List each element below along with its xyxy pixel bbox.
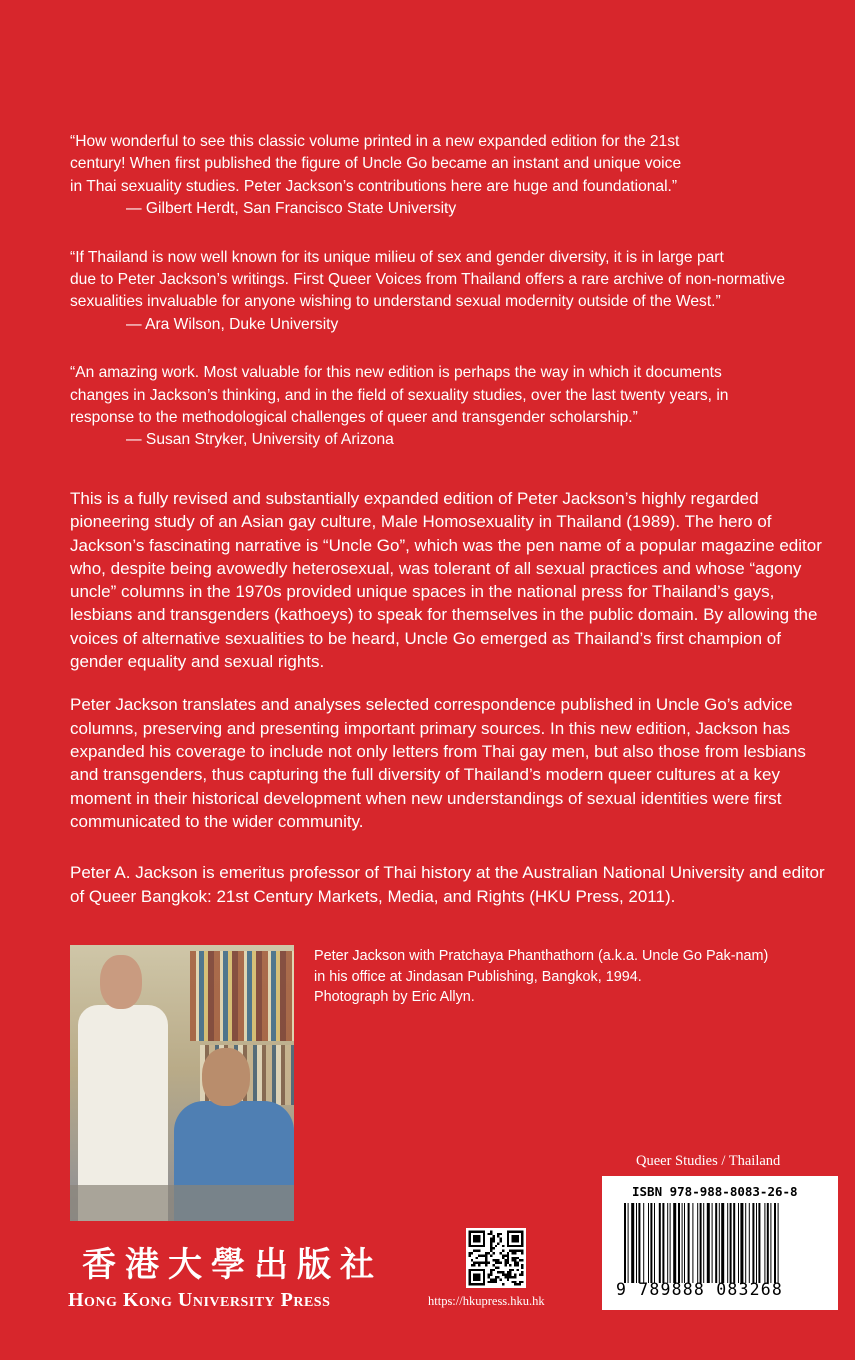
qr-module: [514, 1283, 516, 1285]
qr-module: [490, 1238, 492, 1240]
qr-module: [490, 1233, 492, 1235]
barcode-bar: [684, 1203, 685, 1283]
qr-module: [502, 1254, 504, 1256]
qr-module: [514, 1259, 516, 1261]
qr-module: [485, 1252, 487, 1254]
qr-module: [514, 1252, 516, 1254]
qr-module: [492, 1252, 494, 1254]
qr-module: [502, 1257, 504, 1259]
book-description: [70, 487, 830, 853]
qr-module: [512, 1235, 519, 1242]
qr-module: [509, 1269, 511, 1271]
quote-line: in Thai sexuality studies. Peter Jackson’s contributions here are huge and foundational.”: [70, 177, 678, 195]
qr-module: [497, 1262, 499, 1264]
qr-module: [492, 1235, 494, 1237]
quote-line: response to the methodological challenges of queer and transgender scholarship.”: [70, 409, 638, 427]
qr-module: [485, 1259, 487, 1261]
qr-module: [478, 1250, 480, 1252]
qr-module: [507, 1274, 509, 1276]
barcode-bar: [673, 1203, 676, 1283]
qr-module: [504, 1264, 506, 1266]
qr-module: [500, 1271, 502, 1273]
endorsement-wilson: [70, 247, 830, 337]
qr-module: [509, 1264, 511, 1266]
qr-module: [507, 1271, 509, 1273]
qr-module: [483, 1254, 485, 1256]
desk-shape: [70, 1185, 294, 1221]
qr-module: [502, 1274, 504, 1276]
barcode-bar: [688, 1203, 690, 1283]
qr-module: [468, 1252, 470, 1254]
qr-module: [509, 1276, 511, 1278]
barcode-bar: [648, 1203, 649, 1283]
publisher-url: https://hkupress.hku.hk: [428, 1294, 545, 1308]
barcode-bar: [643, 1203, 644, 1283]
barcode-bar: [758, 1203, 760, 1283]
barcode-bar: [628, 1203, 629, 1283]
barcode-bar: [682, 1203, 683, 1283]
qr-module: [468, 1283, 485, 1285]
qr-module: [507, 1230, 509, 1247]
qr-module: [490, 1247, 492, 1249]
qr-module: [490, 1269, 492, 1271]
qr-module: [521, 1250, 523, 1252]
qr-module: [492, 1259, 494, 1261]
qr-module: [492, 1240, 494, 1242]
qr-module: [521, 1230, 523, 1247]
qr-module: [490, 1281, 492, 1283]
barcode-bar: [756, 1203, 757, 1283]
qr-module: [519, 1259, 521, 1261]
qr-module: [507, 1276, 509, 1278]
qr-module: [485, 1264, 487, 1266]
barcode-bar: [733, 1203, 735, 1283]
endorsement-herdt: [70, 131, 830, 221]
qr-module: [497, 1259, 499, 1261]
barcode-bar: [740, 1203, 743, 1283]
barcode-bar: [738, 1203, 739, 1283]
qr-module: [490, 1230, 492, 1232]
description-paragraph: This is a fully revised and substantially expanded edition of Peter Jackson’s highly regarded pioneering study of an Asian gay culture, Male Homosexuality in Thailand (1989). The hero of Jackson’s fascinating narrative is “Uncle Go”, which was the pen name of a popular magazine editor who, despite being avowedly heterosexual, was tolerant of all sexual practices and whose “agony uncle” columns in the 1970s provided unique spaces in the national press for Thailand’s gays, lesbians and transgenders (kathoeys) to speak for themselves in the public domain. By allowing the voices of alternative sexualities to be heard, Uncle Go emerged as Thailand’s first champion of gender equality and sexual rights.: [70, 489, 822, 672]
qr-module: [519, 1283, 521, 1285]
qr-module: [473, 1264, 475, 1266]
qr-module: [495, 1266, 497, 1268]
quote-line: “If Thailand is now well known for its unique milieu of sex and gender diversity, it is in large part: [70, 248, 724, 266]
qr-module: [497, 1242, 499, 1244]
barcode-bar: [667, 1203, 668, 1283]
qr-module: [495, 1259, 497, 1261]
qr-module: [488, 1252, 490, 1254]
qr-module: [492, 1247, 494, 1249]
barcode-bar: [778, 1203, 779, 1283]
quote-line: changes in Jackson’s thinking, and in the field of sexuality studies, over the last twenty years, in: [70, 386, 729, 404]
qr-module: [468, 1254, 470, 1256]
author-bio: Peter A. Jackson is emeritus professor of Thai history at the Australian National University and editor of Queer Bangkok: 21st Century Markets, Media, and Rights (HKU Press, 2011).: [70, 863, 825, 906]
qr-module: [507, 1230, 524, 1232]
barcode-bar: [659, 1203, 661, 1283]
qr-module: [497, 1233, 499, 1235]
barcode-bar: [745, 1203, 746, 1283]
qr-module: [500, 1262, 502, 1264]
qr-module: [507, 1245, 524, 1247]
qr-module: [516, 1269, 518, 1271]
qr-module: [490, 1274, 492, 1276]
qr-module: [507, 1257, 509, 1259]
qr-module: [480, 1254, 482, 1256]
qr-module: [502, 1271, 504, 1273]
qr-module: [471, 1264, 473, 1266]
qr-module: [488, 1276, 490, 1278]
qr-module: [490, 1245, 492, 1247]
description-paragraph: Peter Jackson translates and analyses selected correspondence published in Uncle Go’s advice columns, preserving and presenting important primary sources. In this new edition, Jackson has expanded his coverage to include not only letters from Thai gay men, but also those from lesbians and transgenders, thus capturing the full diversity of Thailand’s modern queer cultures at a key moment in their historical development when new understandings of sexual identities were first communicated to the wider community.: [70, 695, 806, 831]
qr-module: [497, 1266, 499, 1268]
qr-module: [490, 1271, 492, 1273]
qr-module: [468, 1230, 470, 1247]
qr-module: [500, 1252, 502, 1254]
qr-module: [507, 1254, 509, 1256]
qr-module: [502, 1283, 504, 1285]
qr-module: [476, 1257, 478, 1259]
barcode-bar: [654, 1203, 655, 1283]
qr-module: [485, 1257, 487, 1259]
quote-attribution: — Gilbert Herdt, San Francisco State University: [126, 200, 457, 218]
qr-module: [507, 1252, 509, 1254]
qr-module: [468, 1269, 485, 1271]
barcode-bar: [770, 1203, 771, 1283]
barcode-bar: [767, 1203, 769, 1283]
qr-module: [514, 1274, 516, 1276]
qr-module: [521, 1266, 523, 1268]
publisher-logo: [68, 1245, 398, 1312]
qr-module: [521, 1264, 523, 1266]
qr-module: [490, 1278, 492, 1280]
qr-module: [516, 1264, 518, 1266]
qr-module: [500, 1240, 502, 1242]
quote-attribution: — Susan Stryker, University of Arizona: [126, 431, 394, 449]
isbn-label: ISBN 978-988-8083-26-8: [632, 1184, 798, 1199]
qr-module: [504, 1259, 506, 1261]
qr-module: [512, 1257, 514, 1259]
caption-line: in his office at Jindasan Publishing, Bangkok, 1994.: [314, 968, 642, 985]
qr-module: [519, 1281, 521, 1283]
qr-module: [497, 1235, 499, 1237]
caption-line: Peter Jackson with Pratchaya Phanthathorn (a.k.a. Uncle Go Pak-nam): [314, 948, 769, 964]
quote-line: “An amazing work. Most valuable for this new edition is perhaps the way in which it documents: [70, 364, 722, 382]
author-photo: [70, 945, 294, 1221]
qr-module: [504, 1276, 506, 1278]
barcode-bar: [631, 1203, 634, 1283]
qr-module: [509, 1274, 511, 1276]
qr-module: [478, 1254, 480, 1256]
qr-module: [512, 1269, 514, 1271]
qr-module: [516, 1283, 518, 1285]
isbn-digits: 9 789888 083268: [616, 1280, 784, 1299]
qr-module: [490, 1254, 492, 1256]
barcode-bar: [700, 1203, 702, 1283]
qr-module: [516, 1250, 518, 1252]
qr-module: [521, 1281, 523, 1283]
qr-module: [514, 1262, 516, 1264]
qr-module: [512, 1276, 514, 1278]
publisher-name-chinese: 香港大學出版社: [82, 1245, 383, 1285]
barcode: [624, 1203, 824, 1283]
qr-module: [468, 1230, 485, 1232]
quote-line: sexualities invaluable for anyone wishing to understand sexual modernity outside of the West.”: [70, 293, 721, 311]
qr-module: [468, 1269, 470, 1286]
standing-man-head: [100, 955, 142, 1009]
qr-module: [509, 1271, 511, 1273]
qr-module: [468, 1245, 485, 1247]
qr-module: [507, 1278, 509, 1280]
qr-module: [485, 1254, 487, 1256]
qr-module: [483, 1262, 485, 1264]
qr-module: [497, 1276, 499, 1278]
qr-code: [466, 1228, 526, 1288]
quote-line: “How wonderful to see this classic volume printed in a new expanded edition for the 21st: [70, 133, 680, 150]
seated-man-head: [202, 1048, 250, 1106]
barcode-bar: [670, 1203, 671, 1283]
barcode-bar: [692, 1203, 693, 1283]
qr-module: [519, 1250, 521, 1252]
qr-module: [485, 1262, 487, 1264]
qr-module: [497, 1271, 499, 1273]
qr-module: [495, 1278, 497, 1280]
qr-module: [476, 1262, 478, 1264]
barcode-bar: [715, 1203, 717, 1283]
qr-module: [473, 1262, 475, 1264]
photo-caption: [314, 946, 834, 1008]
qr-module: [516, 1262, 518, 1264]
qr-module: [521, 1271, 523, 1273]
qr-module: [500, 1233, 502, 1235]
quote-attribution: — Ara Wilson, Duke University: [126, 315, 339, 333]
qr-module: [504, 1262, 506, 1264]
endorsements: [70, 131, 830, 478]
isbn-barcode-box: [602, 1176, 838, 1310]
qr-module: [473, 1235, 480, 1242]
qr-module: [502, 1245, 504, 1247]
qr-module: [495, 1245, 497, 1247]
barcode-bar: [707, 1203, 710, 1283]
qr-module: [478, 1264, 480, 1266]
barcode-bar: [678, 1203, 680, 1283]
barcode-bar: [727, 1203, 728, 1283]
qr-module: [492, 1238, 494, 1240]
qr-module: [512, 1252, 514, 1254]
qr-module: [516, 1257, 518, 1259]
qr-module: [495, 1281, 497, 1283]
qr-module: [521, 1274, 523, 1276]
qr-module: [478, 1262, 480, 1264]
qr-module: [521, 1252, 523, 1254]
qr-module: [512, 1250, 514, 1252]
qr-module: [504, 1254, 506, 1256]
qr-module: [512, 1259, 514, 1261]
qr-module: [514, 1276, 516, 1278]
qr-module: [473, 1250, 475, 1252]
qr-module: [488, 1233, 490, 1235]
barcode-bar: [719, 1203, 720, 1283]
barcode-bar: [774, 1203, 776, 1283]
qr-module: [483, 1269, 485, 1286]
qr-module: [490, 1242, 492, 1244]
qr-module: [473, 1274, 480, 1281]
barcode-bar: [712, 1203, 713, 1283]
bookshelf-shape: [190, 951, 294, 1041]
barcode-bar: [764, 1203, 765, 1283]
qr-module: [490, 1240, 492, 1242]
qr-module: [495, 1276, 497, 1278]
qr-module: [492, 1264, 494, 1266]
qr-module: [509, 1250, 511, 1252]
qr-module: [471, 1252, 473, 1254]
qr-module: [492, 1281, 494, 1283]
qr-module: [521, 1259, 523, 1261]
qr-module: [488, 1262, 490, 1264]
subject-category: Queer Studies / Thailand: [636, 1153, 781, 1169]
qr-module: [488, 1281, 490, 1283]
qr-module: [519, 1274, 521, 1276]
endorsement-stryker: [70, 362, 830, 452]
qr-module: [514, 1281, 516, 1283]
barcode-bar: [721, 1203, 724, 1283]
barcode-bar: [638, 1203, 640, 1283]
barcode-bar: [703, 1203, 704, 1283]
quote-line: due to Peter Jackson’s writings. First Queer Voices from Thailand offers a rare archive of non-normative: [70, 271, 786, 289]
barcode-bar: [636, 1203, 637, 1283]
qr-module: [502, 1250, 504, 1252]
publisher-name-english: Hong Kong University Press: [68, 1289, 331, 1311]
qr-module: [514, 1250, 516, 1252]
qr-module: [500, 1238, 502, 1240]
barcode-bar: [650, 1203, 652, 1283]
barcode-bar: [730, 1203, 732, 1283]
qr-module: [471, 1259, 473, 1261]
qr-module: [495, 1262, 497, 1264]
barcode-bar: [749, 1203, 750, 1283]
caption-line: Photograph by Eric Allyn.: [314, 989, 475, 1005]
barcode-bar: [624, 1203, 626, 1283]
qr-module: [507, 1259, 509, 1261]
qr-module: [504, 1274, 506, 1276]
qr-module: [514, 1264, 516, 1266]
qr-module: [490, 1250, 492, 1252]
qr-module: [492, 1278, 494, 1280]
qr-module: [488, 1274, 490, 1276]
barcode-bar: [752, 1203, 754, 1283]
qr-module: [507, 1262, 509, 1264]
qr-module: [492, 1269, 494, 1271]
quote-line: century! When first published the figure of Uncle Go became an instant and unique voice: [70, 155, 682, 173]
qr-module: [480, 1262, 482, 1264]
qr-module: [476, 1250, 478, 1252]
barcode-bar: [697, 1203, 698, 1283]
qr-module: [483, 1230, 485, 1247]
qr-module: [512, 1281, 514, 1283]
barcode-bar: [662, 1203, 664, 1283]
qr-module: [514, 1257, 516, 1259]
qr-module: [500, 1278, 502, 1280]
